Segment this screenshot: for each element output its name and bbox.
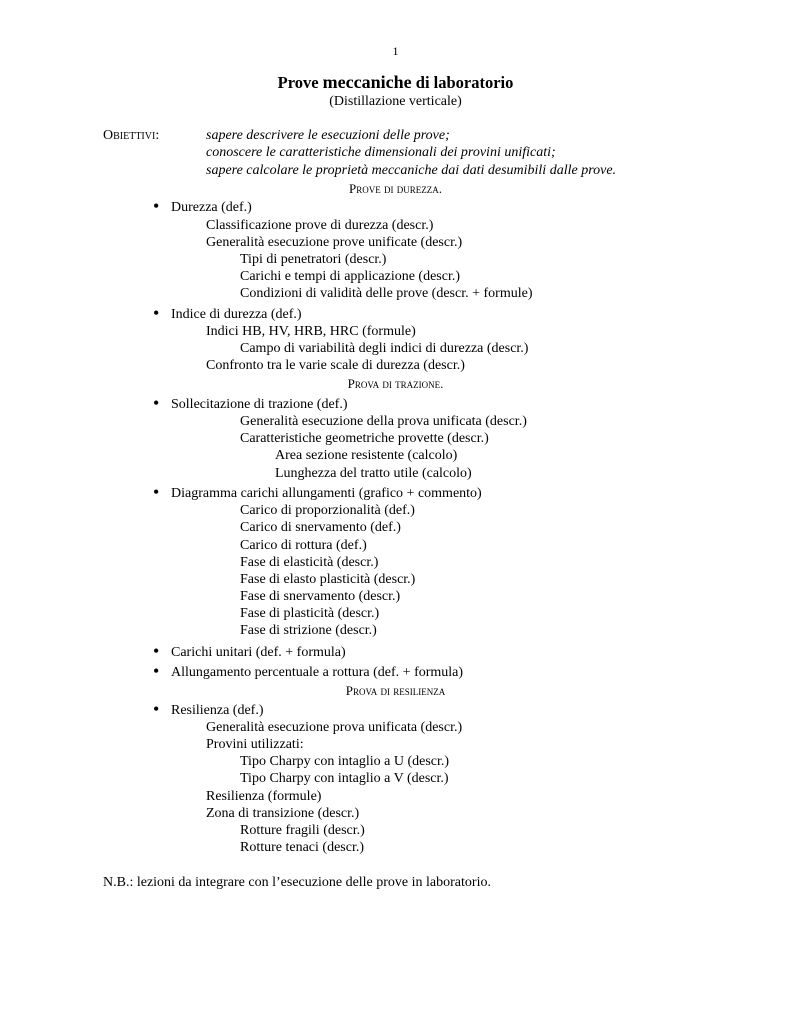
- outline-item: Lunghezza del tratto utile (calcolo): [275, 466, 472, 481]
- title-prefix: Prove: [277, 73, 323, 92]
- outline-item: Carico di proporzionalità (def.): [240, 503, 415, 518]
- bullet-icon: •: [153, 303, 160, 323]
- title-main: meccaniche: [322, 72, 412, 92]
- page-number: 1: [392, 44, 399, 58]
- outline-item: Durezza (def.): [171, 200, 252, 215]
- outline-item: Rotture fragili (descr.): [240, 823, 365, 838]
- section-heading-trazione: Prova di trazione.: [347, 376, 444, 391]
- outline-item: Fase di strizione (descr.): [240, 623, 377, 638]
- section-heading-resilienza: Prova di resilienza: [345, 683, 446, 698]
- outline-item: Zona di transizione (descr.): [206, 806, 360, 821]
- bullet-icon: •: [153, 699, 160, 719]
- outline-item: Caratteristiche geometriche provette (descr.): [240, 431, 489, 446]
- outline-item: Fase di snervamento (descr.): [240, 589, 401, 604]
- bullet-icon: •: [153, 641, 160, 661]
- footnote: N.B.: lezioni da integrare con l’esecuzione delle prove in laboratorio.: [103, 875, 491, 890]
- outline-item: Tipi di penetratori (descr.): [240, 252, 387, 267]
- outline-item: Allungamento percentuale a rottura (def. + formula): [171, 665, 464, 680]
- outline-item: Rotture tenaci (descr.): [240, 840, 365, 855]
- outline-item: Fase di plasticità (descr.): [240, 606, 380, 621]
- outline-item: Indice di durezza (def.): [171, 307, 302, 322]
- page-title: [0, 72, 791, 93]
- bullet-icon: •: [153, 661, 160, 681]
- outline-item: Carichi e tempi di applicazione (descr.): [240, 269, 461, 284]
- section-heading-durezza: Prove di durezza.: [349, 181, 442, 196]
- outline-item: Provini utilizzati:: [206, 737, 304, 752]
- objective-item: sapere calcolare le proprietà meccaniche dai dati desumibili dalle prove.: [206, 163, 617, 178]
- page-subtitle: (Distillazione verticale): [329, 94, 462, 109]
- outline-item: Condizioni di validità delle prove (descr. + formule): [240, 286, 533, 301]
- objective-item: conoscere le caratteristiche dimensionali dei provini unificati;: [206, 145, 556, 160]
- outline-item: Classificazione prove di durezza (descr.): [206, 218, 434, 233]
- outline-item: Diagramma carichi allungamenti (grafico + commento): [171, 486, 482, 501]
- outline-item: Generalità esecuzione prova unificata (descr.): [206, 720, 463, 735]
- bullet-icon: •: [153, 196, 160, 216]
- outline-item: Sollecitazione di trazione (def.): [171, 397, 348, 412]
- outline-item: Indici HB, HV, HRB, HRC (formule): [206, 324, 416, 339]
- outline-item: Carico di snervamento (def.): [240, 520, 401, 535]
- outline-item: Resilienza (formule): [206, 789, 322, 804]
- outline-item: Fase di elasto plasticità (descr.): [240, 572, 416, 587]
- outline-item: Resilienza (def.): [171, 703, 264, 718]
- outline-item: Fase di elasticità (descr.): [240, 555, 379, 570]
- outline-item: Tipo Charpy con intaglio a V (descr.): [240, 771, 449, 786]
- outline-item: Area sezione resistente (calcolo): [275, 448, 458, 463]
- outline-item: Carichi unitari (def. + formula): [171, 645, 346, 660]
- outline-item: Generalità esecuzione della prova unificata (descr.): [240, 414, 527, 429]
- outline-item: Generalità esecuzione prove unificate (descr.): [206, 235, 463, 250]
- title-suffix: di laboratorio: [411, 73, 514, 92]
- bullet-icon: •: [153, 482, 160, 502]
- objectives-label: Obiettivi:: [103, 128, 160, 143]
- objective-item: sapere descrivere le esecuzioni delle prove;: [206, 128, 450, 143]
- outline-item: Campo di variabilità degli indici di durezza (descr.): [240, 341, 529, 356]
- outline-item: Tipo Charpy con intaglio a U (descr.): [240, 754, 450, 769]
- outline-item: Carico di rottura (def.): [240, 538, 367, 553]
- bullet-icon: •: [153, 393, 160, 413]
- outline-item: Confronto tra le varie scale di durezza (descr.): [206, 358, 465, 373]
